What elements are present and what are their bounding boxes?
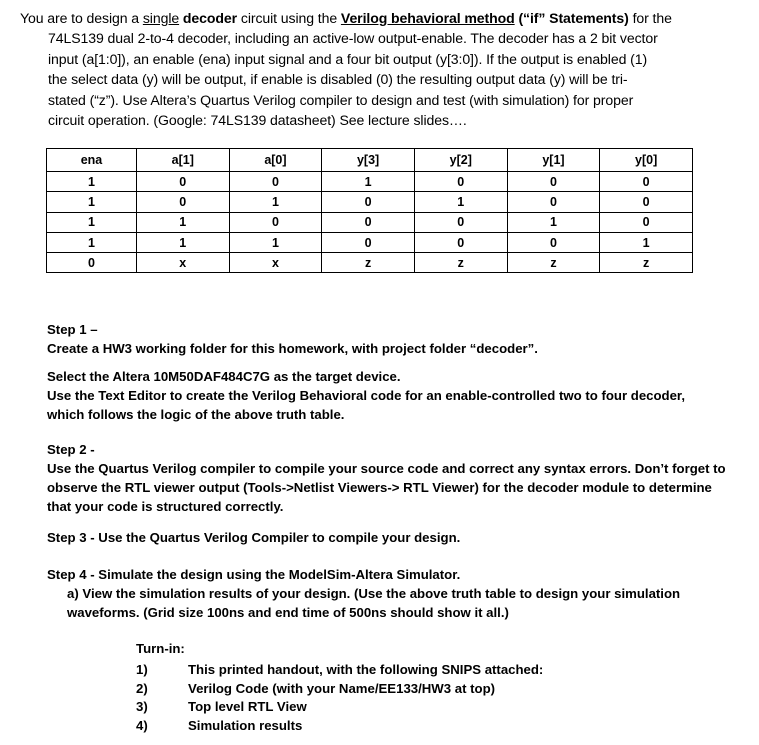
table-cell: 0	[507, 232, 600, 252]
turn-in-title: Turn-in:	[136, 641, 185, 656]
table-cell: 0	[322, 232, 415, 252]
table-cell: 1	[229, 232, 322, 252]
table-cell: 1	[47, 192, 137, 212]
step-4-section	[47, 565, 680, 622]
header-y3: y[3]	[322, 149, 415, 172]
list-item-number: 1)	[136, 661, 148, 677]
intro-line-6: circuit operation. (Google: 74LS139 datasheet) See lecture slides….	[48, 112, 467, 129]
step-4-line-1: a) View the simulation results of your design. (Use the above truth table to design your simulation	[67, 586, 681, 601]
step-2-section	[47, 440, 726, 516]
list-item-text: Top level RTL View	[188, 699, 307, 715]
step-1-line-2: Select the Altera 10M50DAF484C7G as the target device.	[47, 369, 401, 384]
table-cell: 0	[600, 172, 693, 192]
table-cell: x	[229, 253, 322, 273]
truth-table	[46, 148, 693, 273]
list-item	[136, 680, 543, 699]
list-item	[136, 717, 543, 736]
header-y2: y[2]	[414, 149, 507, 172]
intro-line-1: You are to design a single decoder circuit using the Verilog behavioral method (“if” Statements) for the	[20, 10, 672, 26]
table-cell: 1	[600, 232, 693, 252]
table-cell: 1	[136, 232, 229, 252]
step-4-line-2: waveforms. (Grid size 100ns and end time of 500ns should show it all.)	[67, 605, 509, 620]
header-a0: a[0]	[229, 149, 322, 172]
table-cell: 0	[507, 192, 600, 212]
step-2-line-1: Use the Quartus Verilog compiler to compile your source code and correct any syntax errors. Don’t forget to	[47, 461, 726, 476]
step-3-section	[47, 528, 460, 547]
intro-paragraph	[20, 8, 730, 130]
step-2-title: Step 2 -	[47, 442, 95, 457]
table-cell: 0	[136, 172, 229, 192]
table-cell: 0	[507, 172, 600, 192]
table-cell: z	[414, 253, 507, 273]
step-3-text: Step 3 - Use the Quartus Verilog Compiler to compile your design.	[47, 530, 461, 545]
table-cell: 0	[600, 212, 693, 232]
intro-line-2: 74LS139 dual 2-to-4 decoder, including an active-low output-enable. The decoder has a 2 bit vector	[48, 30, 658, 47]
table-cell: z	[600, 253, 693, 273]
list-item-text: Simulation results	[188, 718, 303, 734]
table-cell: 1	[414, 192, 507, 212]
table-cell: 1	[47, 212, 137, 232]
turn-in-section	[136, 640, 543, 736]
list-item-number: 4)	[136, 718, 148, 734]
if-statements-bold: (“if” Statements)	[514, 10, 629, 26]
table-row	[47, 253, 693, 273]
step-1-line-3: Use the Text Editor to create the Verilog Behavioral code for an enable-controlled two to four decoder,	[47, 388, 686, 403]
table-cell: x	[136, 253, 229, 273]
list-item-number: 2)	[136, 680, 148, 696]
list-item	[136, 661, 543, 680]
table-cell: 1	[507, 212, 600, 232]
step-1-section	[47, 320, 685, 424]
table-cell: 1	[47, 232, 137, 252]
table-row	[47, 212, 693, 232]
header-a1: a[1]	[136, 149, 229, 172]
verilog-method-bold-underlined: Verilog behavioral method	[340, 10, 515, 26]
table-row	[47, 232, 693, 252]
table-cell: 0	[414, 212, 507, 232]
table-cell: 0	[322, 192, 415, 212]
list-item-text: This printed handout, with the following SNIPS attached:	[188, 661, 544, 677]
table-cell: 0	[229, 212, 322, 232]
table-cell: 1	[47, 172, 137, 192]
intro-line-4: the select data (y) will be output, if enable is disabled (0) the resulting output data (y) will be tri-	[48, 71, 628, 88]
table-cell: 0	[322, 212, 415, 232]
table-cell: 1	[136, 212, 229, 232]
header-y0: y[0]	[600, 149, 693, 172]
table-cell: 0	[47, 253, 137, 273]
table-row	[47, 172, 693, 192]
table-cell: 0	[229, 172, 322, 192]
table-cell: z	[322, 253, 415, 273]
decoder-bold: decoder	[182, 10, 238, 26]
step-1-title: Step 1 –	[47, 322, 98, 337]
table-cell: 0	[136, 192, 229, 212]
single-underlined: single	[142, 10, 180, 26]
list-item	[136, 698, 543, 717]
table-cell: 1	[322, 172, 415, 192]
step-2-line-2: observe the RTL viewer output (Tools->Netlist Viewers-> RTL Viewer) for the decoder module to determine	[47, 480, 712, 495]
intro-line-5: stated (“z”). Use Altera’s Quartus Verilog compiler to design and test (with simulation) for proper	[48, 91, 634, 108]
step-4-title: Step 4 - Simulate the design using the ModelSim-Altera Simulator.	[47, 567, 461, 582]
step-1-line-1: Create a HW3 working folder for this homework, with project folder “decoder”.	[47, 341, 538, 356]
table-cell: 0	[414, 172, 507, 192]
intro-line-3: input (a[1:0]), an enable (ena) input signal and a four bit output (y[3:0]). If the output is enabled (1)	[48, 50, 648, 67]
list-item-text: Verilog Code (with your Name/EE133/HW3 at top)	[188, 680, 496, 696]
step-2-line-3: that your code is structured correctly.	[47, 499, 284, 514]
table-cell: 0	[414, 232, 507, 252]
table-cell: 1	[229, 192, 322, 212]
header-ena: ena	[47, 149, 137, 172]
truth-table-header	[47, 149, 693, 172]
table-cell: z	[507, 253, 600, 273]
table-row	[47, 192, 693, 212]
list-item-number: 3)	[136, 699, 148, 715]
header-y1: y[1]	[507, 149, 600, 172]
table-cell: 0	[600, 192, 693, 212]
step-1-line-4: which follows the logic of the above truth table.	[47, 407, 345, 422]
